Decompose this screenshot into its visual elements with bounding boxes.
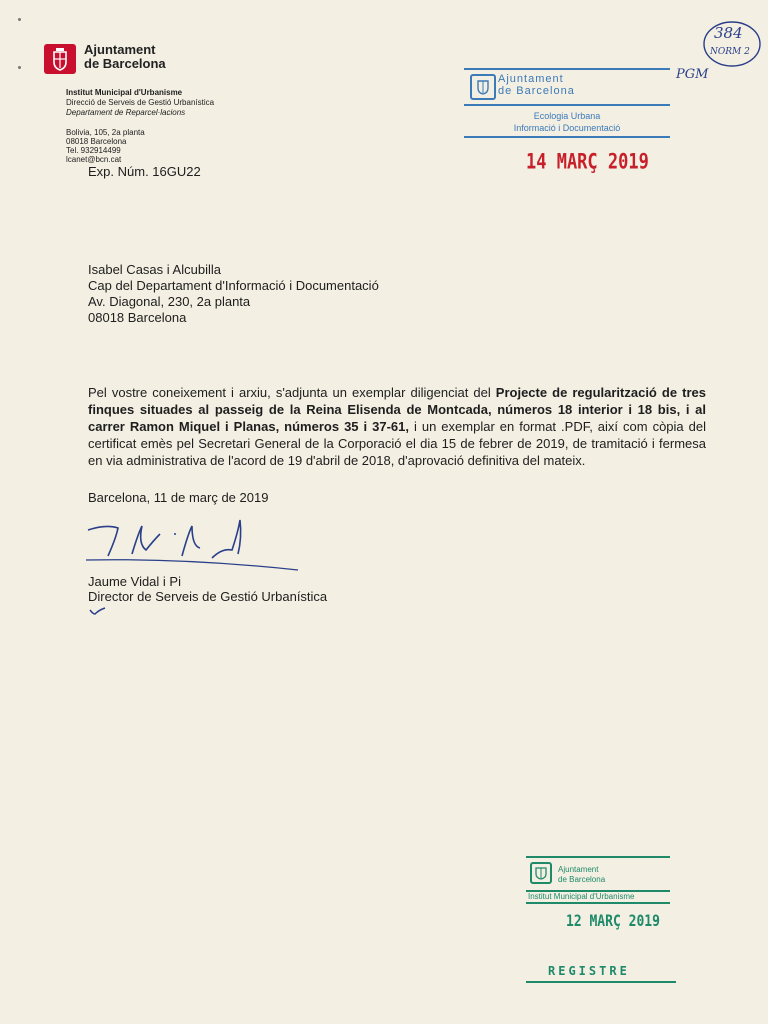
barcelona-logo-icon [44,44,76,74]
sender-block [66,88,214,118]
body-text-intro: Pel vostre coneixement i arxiu, s'adjunta un exemplar diligenciat del [88,385,496,400]
file-number: Exp. Núm. 16GU22 [88,164,201,179]
stamp-org-line1: Ajuntament [498,73,564,85]
stamp-sub-line1: Ecologia Urbana [533,111,601,121]
imu-registry-stamp [526,856,670,946]
address-city: 08018 Barcelona [66,137,127,146]
signer-title: Director de Serveis de Gestió Urbanística [88,589,328,604]
org-name [84,43,166,71]
recipient-title: Cap del Departament d'Informació i Documentació [88,278,379,293]
recipient-street: Av. Diagonal, 230, 2a planta [88,294,251,309]
recipient-name: Isabel Casas i Alcubilla [88,262,221,277]
phone: Tel. 932914499 [66,146,121,155]
stamp-line [464,136,670,138]
signer-name: Jaume Vidal i Pi [88,574,181,589]
checkmark-icon [88,604,108,623]
stamp-org-line1: Ajuntament [558,865,599,874]
stamp-institute: Institut Municipal d'Urbanisme [528,892,635,901]
stamp-org [558,865,605,885]
org-name-line2: de Barcelona [84,56,166,71]
stamp-org-line2: de Barcelona [498,85,575,97]
body-project-title: Projecte de regularització de tres finques situades al passeig de la Reina Elisenda de Montcada, números 18 interior i 18 bis, i al carrer Ramon Miquel i Planas, números 35 i 37-61, [88,385,706,434]
stamp-line [526,981,676,983]
stamp-line [464,68,670,70]
coat-of-arms-icon [530,862,552,884]
registry-label: REGISTRE [548,964,630,978]
recipient-city: 08018 Barcelona [88,310,187,325]
handwritten-initials: PGM [676,67,709,82]
stamp-line [464,104,670,106]
institute-name: Institut Municipal d'Urbanisme [66,88,183,97]
stamp-org [498,73,575,97]
sender-address [66,128,145,164]
department-name: Departament de Reparcel·lacions [66,108,186,117]
address-street: Bolivia, 105, 2a planta [66,128,145,137]
stamp-department [464,110,670,134]
recipient-block [88,262,379,326]
handwritten-number: 384 [714,24,743,42]
org-name-line1: Ajuntament [84,42,156,57]
received-date-stamp: 14 MARÇ 2019 [526,149,649,175]
signer-block [88,574,327,604]
handwritten-note: NORM 2 [710,47,750,57]
stamp-sub-line2: Informació i Documentació [513,123,621,133]
direction-name: Direcció de Serveis de Gestió Urbanística [66,98,215,107]
handwritten-annotation [676,18,764,87]
margin-dot [18,66,21,69]
coat-of-arms-icon [470,74,496,100]
letter-date: Barcelona, 11 de març de 2019 [88,490,269,505]
stamp-org-line2: de Barcelona [558,875,606,884]
stamp-line [526,856,670,858]
body-text-rest: i un exemplar en format .PDF, així com còpia del certificat emès pel Secretari General de la Corporació el dia 15 de febrer de 2019, de tramitació i fermesa en via administrativa de l'acord de 19 d'abril de 2018, d'aprovació definitiva del mateix. [88,419,706,468]
stamp-line [526,902,670,904]
registry-date-stamp: 12 MARÇ 2019 [566,912,660,931]
signature-image [86,514,306,579]
email: lcanet@bcn.cat [66,155,122,164]
ecologia-urbana-stamp [464,66,670,140]
margin-dot [18,18,21,21]
letter-body [88,384,706,469]
